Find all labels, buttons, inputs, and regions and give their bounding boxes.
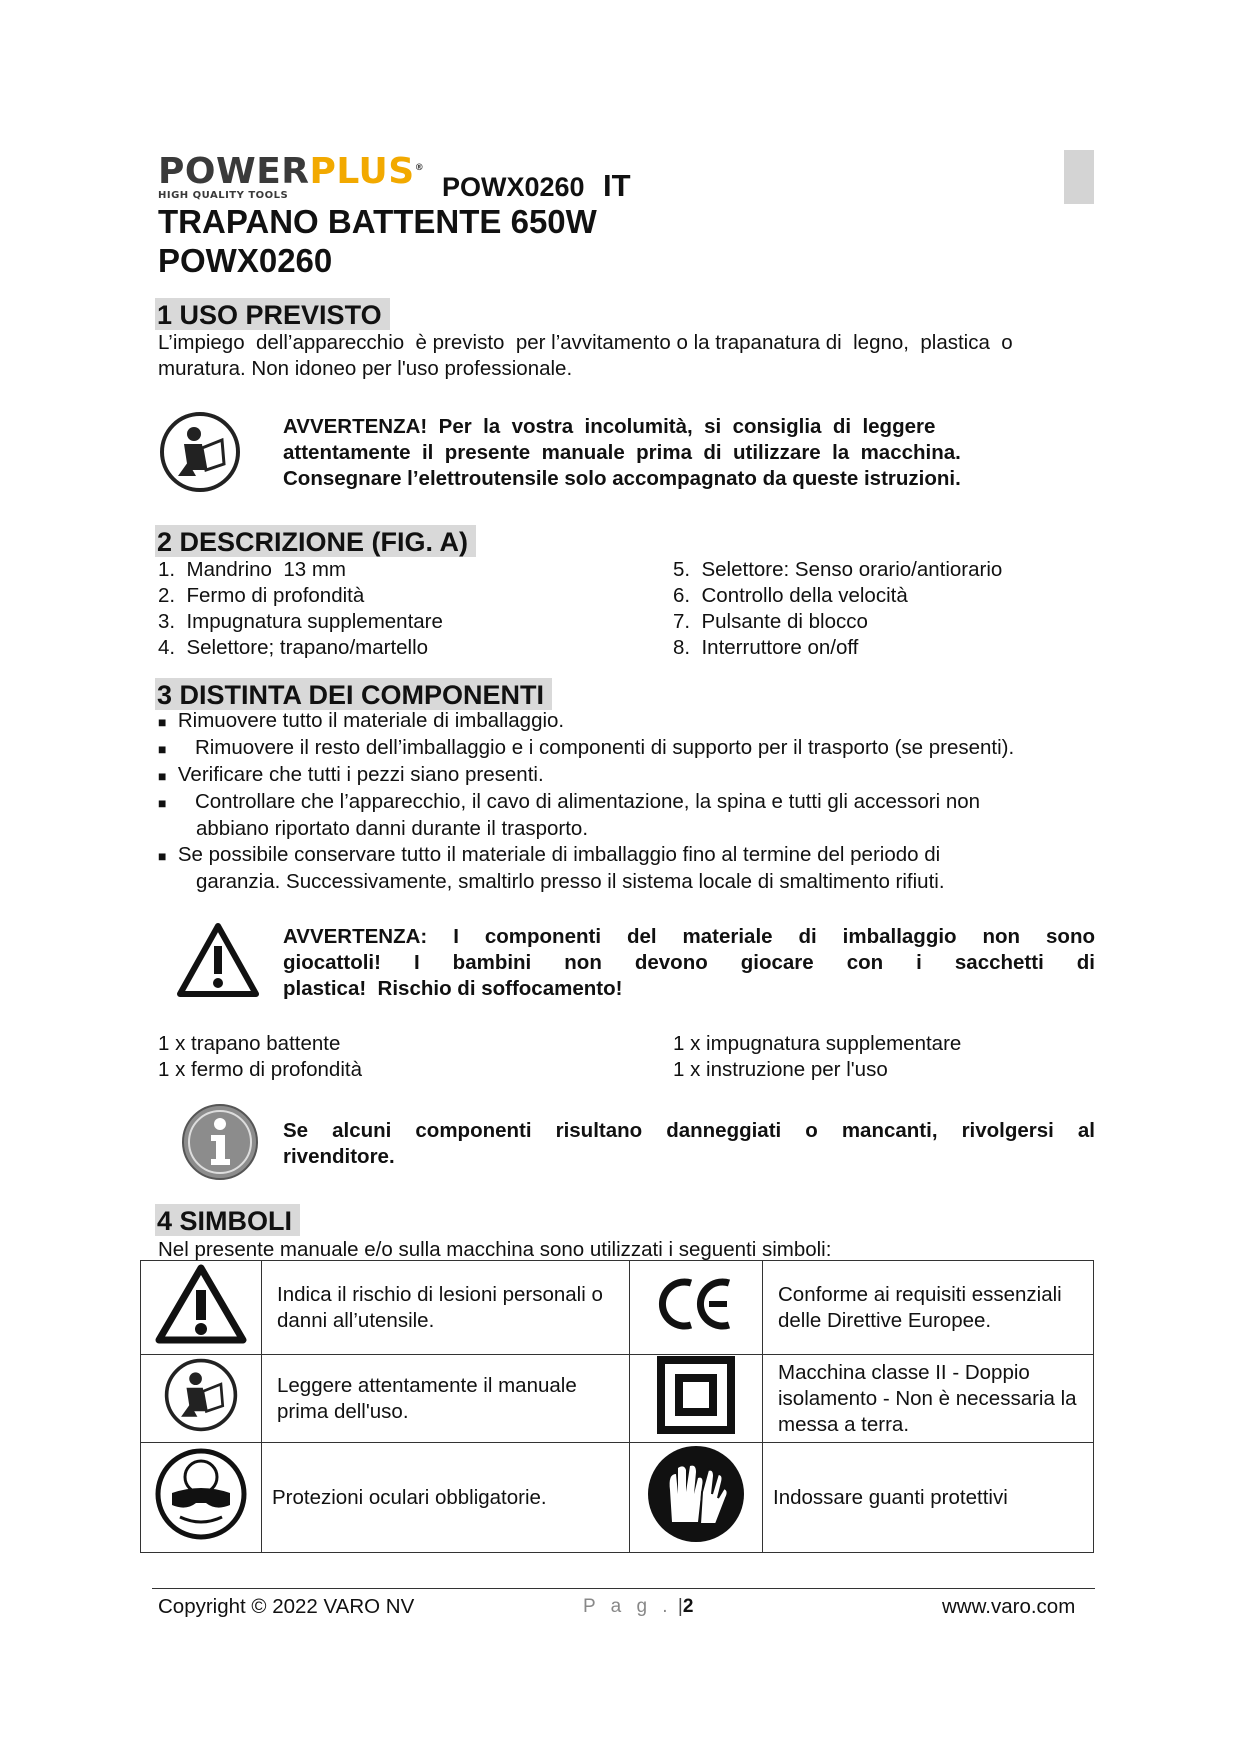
list-item: 6. Controllo della velocità [673, 584, 908, 607]
footer-page-indicator [583, 1596, 693, 1618]
warning-line: AVVERTENZA: I componenti del materiale di imballaggio non sono [283, 925, 1095, 948]
info-line: Se alcuni componenti risultano danneggiati o mancanti, rivolgersi al [283, 1119, 1095, 1142]
list-item-continuation: garanzia. Successivamente, smaltirlo presso il sistema locale di smaltimento rifiuti. [196, 870, 945, 893]
table-cell-text: Protezioni oculari obbligatorie. [262, 1443, 630, 1553]
table-row [141, 1355, 1094, 1443]
warning-line: giocattoli! I bambini non devono giocare con i sacchetti di [283, 951, 1095, 974]
section1-warning [283, 414, 1023, 492]
info-line: rivenditore. [283, 1145, 395, 1168]
bullet-icon: ■ [158, 768, 167, 784]
page-label: P a g . [583, 1596, 673, 1617]
table-cell-icon [630, 1355, 763, 1443]
warning-line: attentamente il presente manuale prima di utilizzare la macchina. [283, 441, 961, 464]
table-cell-text: Indica il rischio di lesioni personali o danni all’utensile. [262, 1261, 630, 1355]
table-cell-icon [141, 1261, 262, 1355]
table-row [141, 1443, 1094, 1553]
warning-triangle-icon [176, 922, 260, 998]
list-item: 1. Mandrino 13 mm [158, 558, 346, 581]
warning-line: plastica! Rischio di soffocamento! [283, 977, 623, 1000]
bullet-icon: ■ [158, 848, 167, 864]
section1-text-line1: L’impiego dell’apparecchio è previsto per l’avvitamento o la trapanatura di legno, plastica o [158, 331, 1013, 354]
footer-copyright: Copyright © 2022 VARO NV [158, 1595, 415, 1618]
list-item: 4. Selettore; trapano/martello [158, 636, 429, 659]
list-item: ■ Controllare che l’apparecchio, il cavo di alimentazione, la spina e tutti gli accessori non [158, 790, 981, 813]
table-cell-text: Conforme ai requisiti essenziali delle Direttive Europee. [763, 1261, 1094, 1355]
contents-list-right [673, 1031, 961, 1083]
read-manual-icon [158, 410, 242, 494]
warning-line: Consegnare l’elettroutensile solo accompagnato da queste istruzioni. [283, 467, 961, 490]
table-cell-text: Leggere attentamente il manuale prima dell'uso. [262, 1355, 630, 1443]
eye-protection-icon [154, 1447, 248, 1541]
list-item: ■ Rimuovere tutto il materiale di imballaggio. [158, 709, 565, 732]
list-item: 1 x trapano battente [158, 1032, 341, 1055]
read-manual-icon [163, 1357, 239, 1433]
symbols-table [140, 1260, 1094, 1553]
section-heading-uso-previsto: 1 USO PREVISTO [155, 298, 390, 330]
ce-mark-icon [651, 1269, 741, 1339]
table-cell-icon [630, 1261, 763, 1355]
list-item: 7. Pulsante di blocco [673, 610, 868, 633]
page-separator: | [677, 1596, 683, 1617]
section-heading-simboli: 4 SIMBOLI [155, 1204, 300, 1236]
table-cell-text: Indossare guanti protettivi [763, 1443, 1094, 1553]
info-note [283, 1118, 1095, 1170]
contents-list-left [158, 1031, 362, 1083]
footer-website[interactable]: www.varo.com [942, 1595, 1076, 1618]
bullet-icon: ■ [158, 795, 167, 811]
list-item: 1 x fermo di profondità [158, 1058, 362, 1081]
section1-text-line2: muratura. Non idoneo per l'uso professionale. [158, 357, 573, 380]
symbols-intro: Nel presente manuale e/o sulla macchina sono utilizzati i seguenti simboli: [158, 1238, 832, 1261]
list-item: ■ Rimuovere il resto dell’imballaggio e i componenti di supporto per il trasporto (se presenti). [158, 736, 1015, 759]
language-tab-marker [1064, 150, 1094, 204]
table-row [141, 1261, 1094, 1355]
list-item: 1 x instruzione per l'uso [673, 1058, 888, 1081]
symbols-table-grid [140, 1260, 1094, 1553]
warning-triangle-icon [153, 1262, 249, 1346]
brand-logo [158, 150, 424, 201]
list-item: 3. Impugnatura supplementare [158, 610, 443, 633]
list-item: 2. Fermo di profondità [158, 584, 365, 607]
section-heading-descrizione: 2 DESCRIZIONE (FIG. A) [155, 525, 476, 557]
table-cell-icon [630, 1443, 763, 1553]
section3-warning [283, 924, 1095, 1002]
page-title-line2: POWX0260 [158, 242, 333, 279]
list-item: ■ Verificare che tutti i pezzi siano presenti. [158, 763, 544, 786]
list-item: 8. Interruttore on/off [673, 636, 859, 659]
bullet-icon: ■ [158, 741, 167, 757]
table-cell-text: Macchina classe II - Doppio isolamento - Non è necessaria la messa a terra. [763, 1355, 1094, 1443]
page-number: 2 [682, 1596, 694, 1617]
page-title-line1: TRAPANO BATTENTE 650W [158, 203, 597, 240]
info-icon [181, 1103, 259, 1181]
table-cell-icon [141, 1355, 262, 1443]
description-list-right [673, 557, 1002, 661]
section-heading-componenti: 3 DISTINTA DEI COMPONENTI [155, 678, 552, 710]
model-code: POWX0260 [442, 172, 585, 202]
footer-divider [152, 1588, 1095, 1589]
bullet-list [158, 708, 1098, 895]
warning-line: AVVERTENZA! Per la vostra incolumità, si consiglia di leggere [283, 415, 936, 438]
list-item: 5. Selettore: Senso orario/antiorario [673, 558, 1003, 581]
bullet-icon: ■ [158, 714, 167, 730]
list-item-continuation: abbiano riportato danni durante il trasporto. [196, 817, 589, 840]
language-code: IT [603, 168, 631, 203]
description-list-left [158, 557, 443, 661]
list-item: 1 x impugnatura supplementare [673, 1032, 962, 1055]
list-item: ■ Se possibile conservare tutto il materiale di imballaggio fino al termine del periodo di [158, 843, 941, 866]
logo-tagline: HIGH QUALITY TOOLS [158, 190, 289, 201]
logo-wordmark: POWERPLUS® [158, 151, 425, 192]
protective-gloves-icon [646, 1444, 746, 1544]
table-cell-icon [141, 1443, 262, 1553]
double-insulation-icon [657, 1356, 735, 1434]
